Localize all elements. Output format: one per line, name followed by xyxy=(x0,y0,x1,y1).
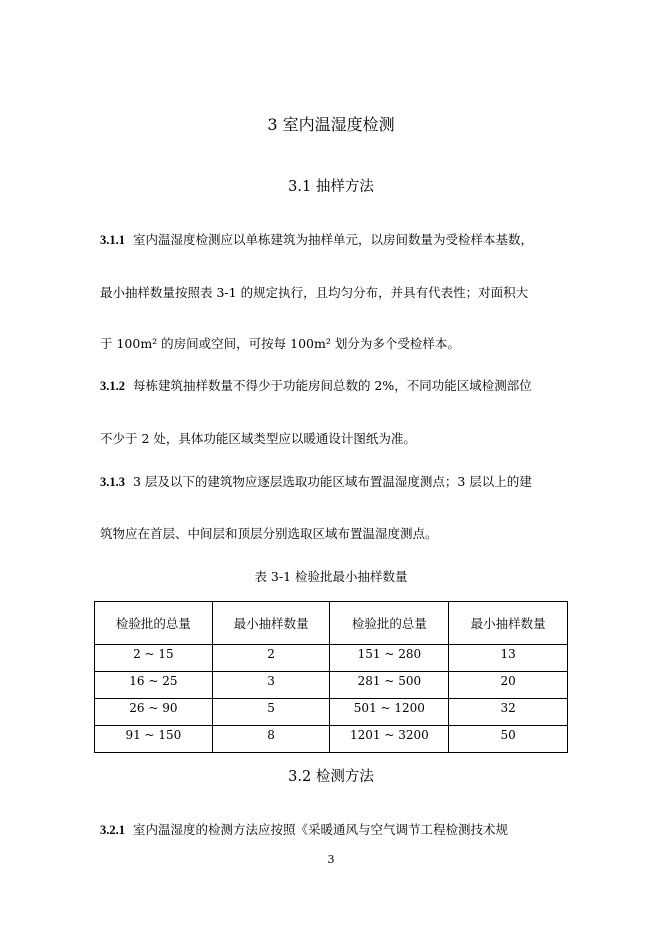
table-cell: 91 ~ 150 xyxy=(95,726,213,753)
clause-text: 室内温湿度检测应以单栋建筑为抽样单元，以房间数量为受检样本基数， xyxy=(132,232,533,247)
page-number: 3 xyxy=(327,853,335,866)
table-cell: 281 ~ 500 xyxy=(330,672,449,699)
table-row xyxy=(95,672,568,699)
clause-text: 3 层及以下的建筑物应逐层选取功能区域布置温湿度测点；3 层以上的建 xyxy=(132,474,532,489)
table-row xyxy=(95,726,568,753)
table-caption: 表 3-1 检验批最小抽样数量 xyxy=(254,569,408,584)
clause-3-1-2-line-2: 不少于 2 处，具体功能区域类型应以暖通设计图纸为准。 xyxy=(100,431,416,446)
clause-number: 3.1.1 xyxy=(100,233,125,247)
table-cell: 20 xyxy=(449,672,568,699)
clause-3-1-2-line-1 xyxy=(100,376,570,394)
sampling-table xyxy=(94,601,568,753)
table-cell: 2 ~ 15 xyxy=(95,645,213,672)
chapter-title: 3 室内温湿度检测 xyxy=(267,115,395,134)
table-row xyxy=(95,645,568,672)
section-title-3-2: 3.2 检测方法 xyxy=(288,769,374,785)
table-header-cell: 最小抽样数量 xyxy=(212,602,330,645)
clause-text: 每栋建筑抽样数量不得少于功能房间总数的 2%，不同功能区域检测部位 xyxy=(132,378,532,393)
clause-3-1-3-line-1 xyxy=(100,472,570,490)
clause-3-1-1-line-2: 最小抽样数量按照表 3-1 的规定执行，且均匀分布，并具有代表性；对面积大 xyxy=(100,285,529,300)
table-cell: 2 xyxy=(212,645,330,672)
section-title-3-1: 3.1 抽样方法 xyxy=(288,179,374,195)
clause-text: 室内温湿度的检测方法应按照《采暖通风与空气调节工程检测技术规 xyxy=(132,822,508,837)
table-cell: 8 xyxy=(212,726,330,753)
table-header-cell: 检验批的总量 xyxy=(330,602,449,645)
table-cell: 1201 ~ 3200 xyxy=(330,726,449,753)
table-header-row xyxy=(95,602,568,645)
table-cell: 151 ~ 280 xyxy=(330,645,449,672)
table-cell: 501 ~ 1200 xyxy=(330,699,449,726)
table-cell: 16 ~ 25 xyxy=(95,672,213,699)
table-cell: 13 xyxy=(449,645,568,672)
clause-number: 3.1.2 xyxy=(100,379,125,393)
table-header-cell: 最小抽样数量 xyxy=(449,602,568,645)
table-cell: 26 ~ 90 xyxy=(95,699,213,726)
table-row xyxy=(95,699,568,726)
table-cell: 32 xyxy=(449,699,568,726)
table-cell: 3 xyxy=(212,672,330,699)
clause-3-1-3-line-2: 筑物应在首层、中间层和顶层分别选取区域布置温湿度测点。 xyxy=(100,526,438,541)
clause-number: 3.1.3 xyxy=(100,475,125,489)
clause-3-1-1-line-3: 于 100m² 的房间或空间，可按每 100m² 划分为多个受检样本。 xyxy=(100,336,460,351)
table-header-cell: 检验批的总量 xyxy=(95,602,213,645)
table-cell: 50 xyxy=(449,726,568,753)
clause-3-2-1-line-1 xyxy=(100,820,570,838)
clause-number: 3.2.1 xyxy=(100,823,125,837)
table-cell: 5 xyxy=(212,699,330,726)
clause-3-1-1-line-1 xyxy=(100,230,570,248)
